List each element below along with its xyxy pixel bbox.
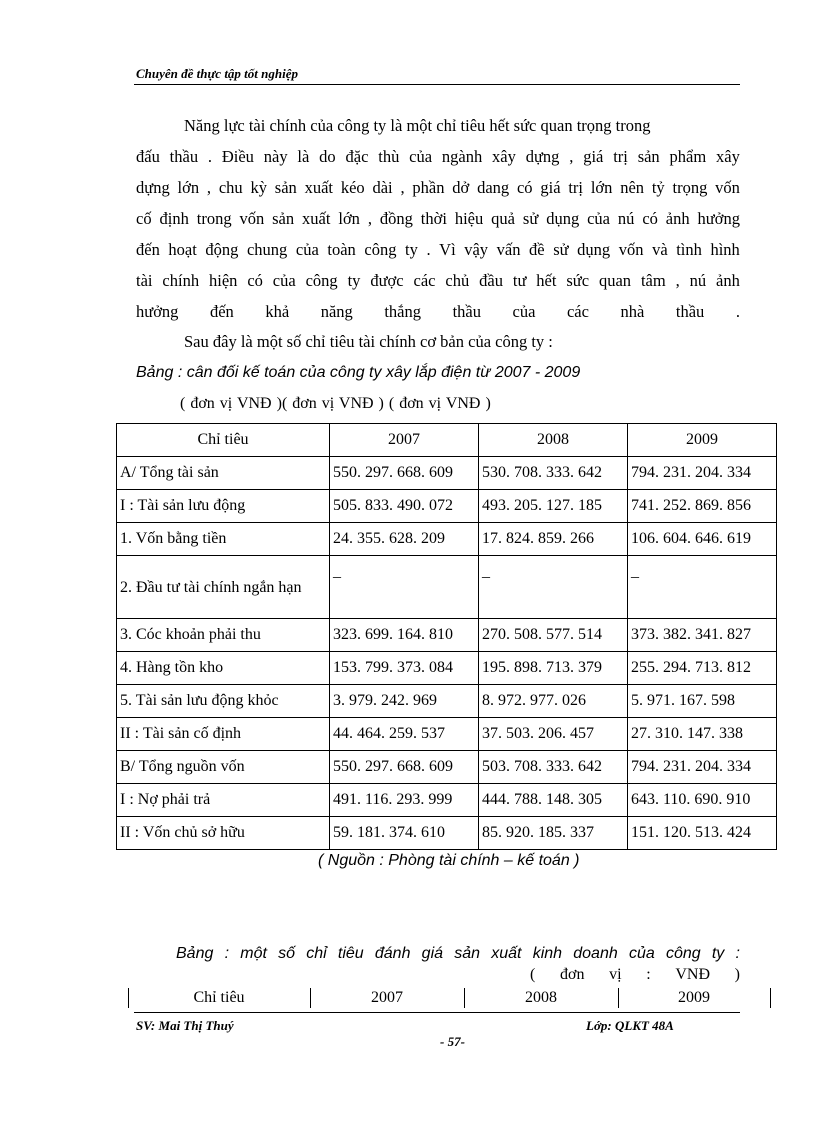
paragraph-line-6	[136, 265, 740, 296]
table-row	[117, 685, 777, 718]
value-2008: 195. 898. 713. 379	[479, 652, 628, 685]
intro-text: Sau đây là một số chỉ tiêu tài chính cơ bản của công ty :	[184, 332, 553, 351]
value-2007: 3. 979. 242. 969	[330, 685, 479, 718]
value-2008: 8. 972. 977. 026	[479, 685, 628, 718]
value-2007: 550. 297. 668. 609	[330, 751, 479, 784]
word: trong	[196, 209, 232, 228]
word: ảnh	[665, 209, 690, 228]
word: của	[272, 271, 296, 290]
word: khả	[265, 302, 290, 321]
word: này	[263, 147, 288, 166]
word: xuất	[491, 945, 522, 962]
table-row	[117, 619, 777, 652]
word: Vì	[439, 240, 456, 259]
value-2007: 505. 833. 490. 072	[330, 490, 479, 523]
word: hiện	[208, 271, 238, 290]
row-label: A/ Tổng tài sản	[117, 457, 330, 490]
word: dở	[452, 178, 470, 197]
word: quan	[598, 271, 632, 290]
row-label: II : Vốn chủ sở hữu	[117, 817, 330, 850]
word: và	[652, 240, 668, 259]
word: sử	[522, 209, 539, 228]
paragraph-line-2	[136, 141, 740, 172]
word: chính	[162, 271, 200, 290]
table-row	[117, 523, 777, 556]
table1-caption: Bảng : cân đối kế toán của công ty xây lắp điện từ 2007 - 2009	[136, 364, 581, 381]
word: thời	[420, 209, 447, 228]
footer-rule	[134, 1012, 740, 1013]
word: (	[530, 966, 536, 983]
table2-caption	[176, 945, 740, 963]
word: hoạt	[168, 240, 197, 259]
header-2007: 2007	[330, 424, 479, 457]
word: của	[512, 302, 536, 321]
word: đánh	[374, 945, 411, 962]
word: :	[646, 966, 651, 983]
word: .	[207, 147, 213, 166]
value-2009: 741. 252. 869. 856	[628, 490, 777, 523]
word: ,	[569, 147, 574, 166]
word: tâm	[640, 271, 666, 290]
word: có	[516, 178, 533, 197]
word: vấn	[496, 240, 521, 259]
header-rule	[134, 84, 740, 85]
word: của	[587, 209, 610, 228]
word: giá	[583, 147, 604, 166]
word: ảnh	[716, 271, 740, 290]
word: đầu	[479, 271, 503, 290]
word: là	[297, 147, 310, 166]
word: giá	[421, 945, 444, 962]
word: tình	[676, 240, 702, 259]
word: thầu	[675, 302, 705, 321]
header-2008: 2008	[479, 424, 628, 457]
word: số	[278, 945, 296, 962]
value-2008: _	[479, 556, 628, 619]
word: đến	[209, 302, 234, 321]
word: vốn	[618, 240, 644, 259]
value-2007: 323. 699. 164. 810	[330, 619, 479, 652]
word: công	[364, 240, 397, 259]
value-2008: 85. 920. 185. 337	[479, 817, 628, 850]
word: sử	[553, 240, 569, 259]
word: VNĐ	[675, 966, 710, 983]
word: do	[319, 147, 336, 166]
word: công	[305, 271, 338, 290]
value-2007: 59. 181. 374. 610	[330, 817, 479, 850]
word: kinh	[532, 945, 563, 962]
word: có	[247, 271, 263, 290]
word: tài	[136, 271, 153, 290]
word: phẩm	[669, 147, 707, 166]
word: thầu	[169, 147, 199, 166]
value-2009: 27. 310. 147. 338	[628, 718, 777, 751]
word: hết	[536, 271, 557, 290]
value-2009: 643. 110. 690. 910	[628, 784, 777, 817]
table1-unit: ( đơn vị VNĐ )( đơn vị VNĐ ) ( đơn vị VNĐ )	[180, 395, 491, 412]
value-2009: 794. 231. 204. 334	[628, 457, 777, 490]
word: tiêu	[337, 945, 364, 962]
header-2009: 2009	[628, 424, 777, 457]
table-row	[117, 490, 777, 523]
word: doanh	[573, 945, 618, 962]
table2-unit	[530, 966, 740, 984]
value-2007: 550. 297. 668. 609	[330, 457, 479, 490]
word: chủ	[445, 271, 470, 290]
paragraph-line-5	[136, 234, 740, 265]
word: nú	[617, 209, 635, 228]
row-label: 4. Hàng tồn kho	[117, 652, 330, 685]
word: trị	[568, 178, 584, 197]
table-row	[117, 784, 777, 817]
footer-student: SV: Mai Thị Thuý	[136, 1018, 234, 1033]
word: của	[409, 147, 433, 166]
table-row	[117, 652, 777, 685]
word: quả	[491, 209, 515, 228]
value-2008: 503. 708. 333. 642	[479, 751, 628, 784]
row-label: 5. Tài sản lưu động khỏc	[117, 685, 330, 718]
value-2009: 106. 604. 646. 619	[628, 523, 777, 556]
word: dài	[372, 178, 393, 197]
word: sản	[454, 945, 481, 962]
value-2009: 5. 971. 167. 598	[628, 685, 777, 718]
word: vốn	[239, 209, 265, 228]
word: của	[628, 945, 655, 962]
word: vậy	[464, 240, 489, 259]
word: lớn	[590, 178, 613, 197]
value-2007: 491. 116. 293. 999	[330, 784, 479, 817]
word: sản	[274, 178, 297, 197]
word: Bảng	[176, 945, 214, 962]
word: vốn	[715, 178, 740, 197]
row-label: 1. Vốn bằng tiền	[117, 523, 330, 556]
row-label: 2. Đầu tư tài chính ngắn hạn	[117, 556, 330, 619]
value-2008: 493. 205. 127. 185	[479, 490, 628, 523]
word: chỉ	[306, 945, 327, 962]
word: một	[240, 945, 267, 962]
word: .	[426, 240, 431, 259]
value-2007: 44. 464. 259. 537	[330, 718, 479, 751]
word: xuất	[304, 178, 334, 197]
word: toàn	[327, 240, 356, 259]
table2-header-chi-tieu: Chỉ tiêu	[193, 989, 245, 1006]
word: lớn	[177, 178, 200, 197]
table-row	[117, 718, 777, 751]
word: vị	[609, 966, 622, 983]
table2-header-2008: 2008	[525, 989, 557, 1006]
word: ngành	[441, 147, 483, 166]
value-2008: 270. 508. 577. 514	[479, 619, 628, 652]
word: sản	[637, 147, 660, 166]
page-number: - 57-	[440, 1034, 465, 1049]
word: chung	[246, 240, 288, 259]
word: dụng	[546, 209, 580, 228]
word: nú	[689, 271, 707, 290]
word: định	[159, 209, 189, 228]
word: động	[205, 240, 239, 259]
word: dựng	[136, 178, 170, 197]
word: đề	[529, 240, 545, 259]
word: )	[734, 966, 740, 983]
word: :	[735, 945, 740, 962]
word: nên	[620, 178, 645, 197]
balance-sheet-table	[116, 423, 777, 850]
paragraph-line-4	[136, 203, 740, 234]
word: giá	[540, 178, 561, 197]
word: ,	[675, 271, 680, 290]
word: xây	[492, 147, 516, 166]
word: sản	[272, 209, 295, 228]
word: ty	[405, 240, 418, 259]
word: đặc	[345, 147, 369, 166]
word: lớn	[338, 209, 360, 228]
value-2009: 151. 120. 513. 424	[628, 817, 777, 850]
table-row	[117, 817, 777, 850]
word: hưởng	[136, 302, 179, 321]
table2-header-2007: 2007	[371, 989, 403, 1006]
word: được	[370, 271, 404, 290]
table2-header-row	[128, 986, 772, 1010]
value-2008: 37. 503. 206. 457	[479, 718, 628, 751]
word: thắng	[384, 302, 422, 321]
word: hưởng	[697, 209, 740, 228]
word: kéo	[340, 178, 365, 197]
word: nhà	[620, 302, 645, 321]
word: phần	[412, 178, 445, 197]
page-header-title: Chuyên đề thực tập tốt nghiệp	[136, 66, 298, 81]
word: đấu	[136, 147, 160, 166]
column-divider	[770, 988, 771, 1008]
word: dụng	[577, 240, 611, 259]
word: đến	[136, 240, 160, 259]
word: dang	[477, 178, 510, 197]
word: thầu	[452, 302, 481, 321]
word: có	[642, 209, 658, 228]
value-2008: 17. 824. 859. 266	[479, 523, 628, 556]
paragraph-line-7	[136, 296, 740, 327]
word: tư	[512, 271, 527, 290]
word: trị	[613, 147, 628, 166]
table-row	[117, 556, 777, 619]
word: sức	[566, 271, 590, 290]
header-chi-tieu: Chỉ tiêu	[117, 424, 330, 457]
word: Điều	[221, 147, 254, 166]
word: xây	[716, 147, 740, 166]
row-label: B/ Tổng nguồn vốn	[117, 751, 330, 784]
word: đơn	[559, 966, 585, 983]
word: xuất	[302, 209, 331, 228]
word: trọng	[672, 178, 708, 197]
word: hiệu	[454, 209, 484, 228]
value-2007: 153. 799. 373. 084	[330, 652, 479, 685]
word: dựng	[525, 147, 560, 166]
word: kỳ	[250, 178, 267, 197]
word: ,	[367, 209, 372, 228]
word: năng	[320, 302, 353, 321]
word: các	[413, 271, 436, 290]
table1-source: ( Nguồn : Phòng tài chính – kế toán )	[318, 852, 580, 869]
value-2008: 530. 708. 333. 642	[479, 457, 628, 490]
word: ,	[206, 178, 212, 197]
word: các	[566, 302, 589, 321]
word: ty	[711, 945, 725, 962]
word: của	[295, 240, 319, 259]
paragraph-line-1: Năng lực tài chính của công ty là một chỉ tiêu hết sức quan trọng trong	[184, 116, 651, 135]
table2-header-2009: 2009	[678, 989, 710, 1006]
word: tỷ	[651, 178, 665, 197]
table-row	[117, 457, 777, 490]
word: đồng	[379, 209, 413, 228]
value-2009: 373. 382. 341. 827	[628, 619, 777, 652]
value-2007: 24. 355. 628. 209	[330, 523, 479, 556]
table-row	[117, 751, 777, 784]
word: chu	[218, 178, 243, 197]
word: hình	[710, 240, 740, 259]
value-2009: 255. 294. 713. 812	[628, 652, 777, 685]
table-header-row	[117, 424, 777, 457]
word: ,	[400, 178, 405, 197]
word: :	[224, 945, 230, 962]
value-2009: 794. 231. 204. 334	[628, 751, 777, 784]
row-label: I : Tài sản lưu động	[117, 490, 330, 523]
word: cố	[136, 209, 152, 228]
value-2007: _	[330, 556, 479, 619]
word: thù	[378, 147, 400, 166]
word: .	[735, 302, 740, 321]
word: công	[665, 945, 701, 962]
row-label: 3. Cóc khoản phải thu	[117, 619, 330, 652]
body-paragraph	[136, 110, 740, 327]
paragraph-line-3	[136, 172, 740, 203]
value-2009: _	[628, 556, 777, 619]
row-label: I : Nợ phải trả	[117, 784, 330, 817]
word: ty	[347, 271, 361, 290]
footer-class: Lớp: QLKT 48A	[586, 1018, 674, 1033]
row-label: II : Tài sản cố định	[117, 718, 330, 751]
value-2008: 444. 788. 148. 305	[479, 784, 628, 817]
